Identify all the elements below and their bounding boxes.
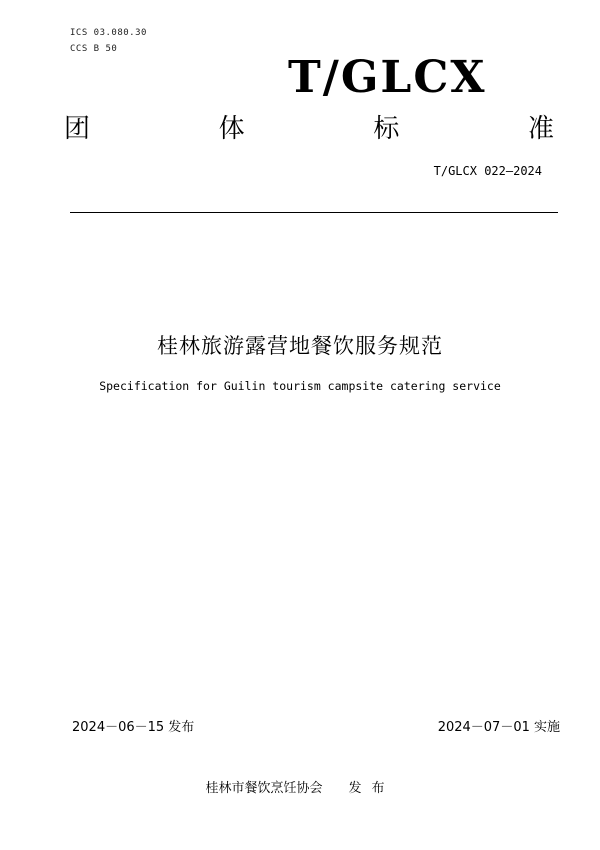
implement-date: 2024－07－01 实施	[437, 720, 560, 735]
ics-code: ICS 03.080.30	[70, 28, 147, 38]
standard-number: T/GLCX 022—2024	[433, 164, 542, 178]
issuer-action: 发布	[348, 781, 395, 796]
standard-type-char: 团	[64, 114, 91, 144]
document-title-english: Specification for Guilin tourism campsite catering service	[99, 379, 501, 393]
standard-type	[64, 116, 554, 142]
ccs-code: CCS B 50	[70, 44, 118, 54]
publish-date: 2024－06－15 发布	[72, 720, 195, 735]
standard-type-char: 准	[527, 114, 554, 144]
document-title-chinese: 桂林旅游露营地餐饮服务规范	[157, 334, 443, 358]
header-divider	[70, 212, 558, 213]
issuer-line	[0, 777, 600, 796]
standard-type-char: 标	[373, 114, 400, 144]
standard-logo: T/GLCX	[288, 52, 487, 103]
issuer-organization: 桂林市餐饮烹饪协会	[205, 781, 323, 796]
standard-type-char: 体	[218, 114, 245, 144]
